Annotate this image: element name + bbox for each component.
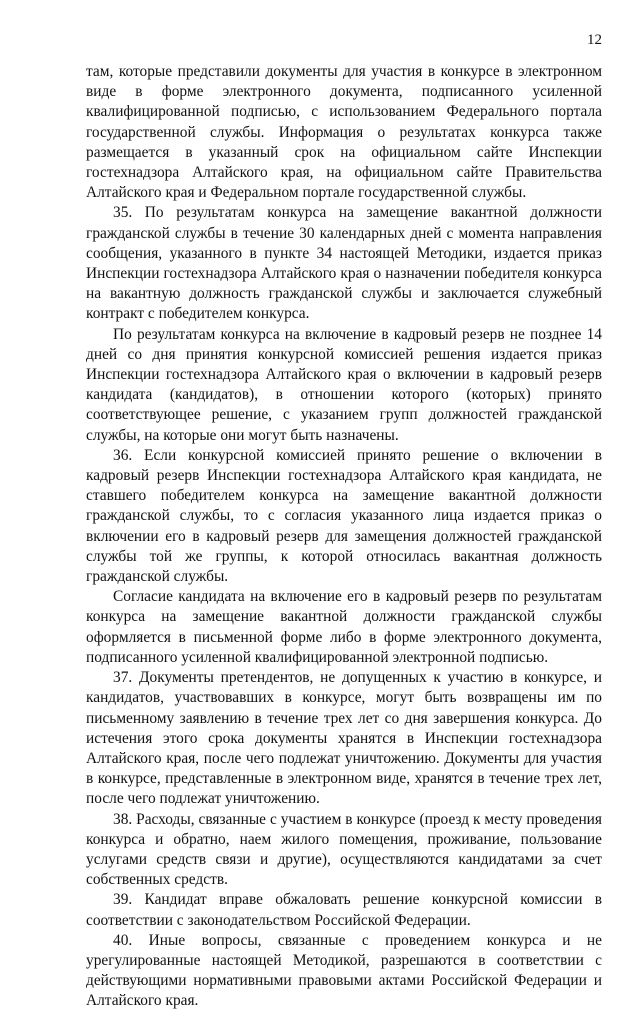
paragraph-35: 35. По результатам конкурса на замещение вакантной должности гражданской службы в течение 30 календарных дней с момента направления сообщения, указанного в пункте 34 настоящей Методики, издается приказ Инспекции гостехнадзора Алтайского края о назначении победителя конкурса на вакантную должность гражданской службы и заключается служебный контракт с победителем конкурса.: [86, 204, 602, 323]
paragraph-39: 39. Кандидат вправе обжаловать решение конкурсной комиссии в соответствии с законодательством Российской Федерации.: [86, 891, 602, 929]
paragraph-36: 36. Если конкурсной комиссией принято решение о включении в кадровый резерв Инспекции гостехнадзора Алтайского края кандидата, не ставшего победителем конкурса на замещение вакантной должности гражданской службы, то с согласия указанного лица издается приказ о включении его в кадровый резерв для замещения должностей гражданской службы той же группы, к которой относилась вакантная должность гражданской службы.: [86, 446, 602, 586]
paragraph-37: 37. Документы претендентов, не допущенных к участию в конкурсе, и кандидатов, участвовавших в конкурсе, могут быть возвращены им по письменному заявлению в течение трех лет со дня завершения конкурса. До истечения этого срока документы хранятся в Инспекции гостехнадзора Алтайского края, после чего подлежат уничтожению. Документы для участия в конкурсе, представленные в электронном виде, хранятся в течение трех лет, после чего подлежат уничтожению.: [86, 669, 602, 808]
page-number: 12: [587, 32, 602, 48]
paragraph-36-consent: Согласие кандидата на включение его в кадровый резерв по результатам конкурса на замещение вакантной должности гражданской службы оформляется в письменной форме либо в форме электронного документа, подписанного усиленной квалифицированной электронной подписью.: [86, 588, 602, 666]
paragraph-38: 38. Расходы, связанные с участием в конкурсе (проезд к месту проведения конкурса и обратно, наем жилого помещения, проживание, пользование услугами средств связи и другие), осуществляются кандидатами за счет собственных средств.: [86, 810, 602, 889]
paragraph-40: 40. Иные вопросы, связанные с проведением конкурса и не урегулированные настоящей Методикой, разрешаются в соответствии с действующими нормативными правовыми актами Российской Федерации и Алтайского края.: [86, 931, 602, 1010]
paragraph-continuation: там, которые представили документы для участия в конкурсе в электронном виде в форме электронного документа, подписанного усиленной квалифицированной подписью, с использованием Федерального портала государственной службы. Информация о результатах конкурса также размещается в указанный срок на официальном сайте Инспекции гостехнадзора Алтайского края, на официальном сайте Правительства Алтайского края и Федеральном портале государственной службы.: [86, 63, 602, 202]
document-body: [86, 62, 602, 1012]
paragraph-35-reserve: По результатам конкурса на включение в кадровый резерв не позднее 14 дней со дня принятия конкурсной комиссией решения издается приказ Инспекции гостехнадзора Алтайского края о включении в кадровый резерв кандидата (кандидатов), в отношении которого (которых) принято соответствующее решение, с указанием групп должностей гражданской службы, на которые они могут быть назначены.: [86, 325, 602, 444]
